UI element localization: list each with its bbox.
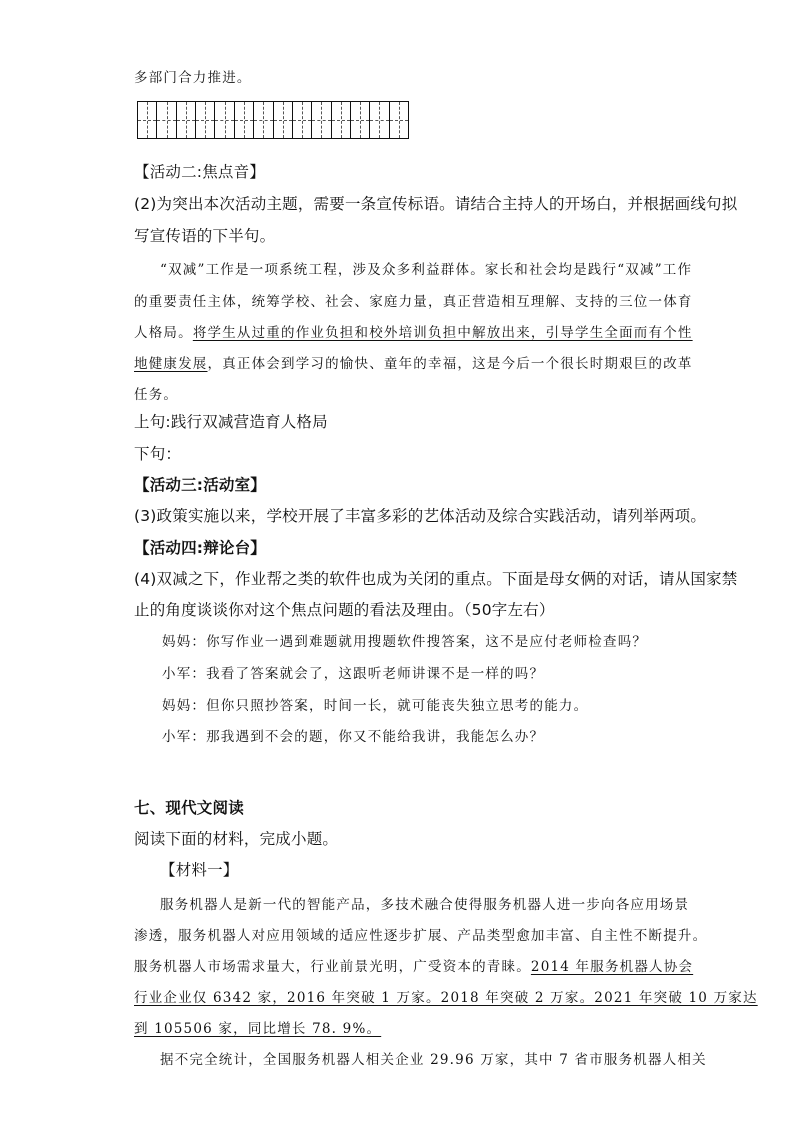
- grid-cell[interactable]: [274, 102, 293, 138]
- grid-cell[interactable]: [370, 102, 389, 138]
- material1-line2: 渗透，服务机器人对应用领域的适应性逐步扩展、产品类型愈加丰富、自主性不断提升。: [134, 928, 708, 944]
- section7-heading: 七、现代文阅读: [134, 799, 244, 817]
- section7-instruction: 阅读下面的材料，完成小题。: [134, 830, 339, 848]
- grid-cell[interactable]: [196, 102, 215, 138]
- passage-line2: 的重要责任主体，统筹学校、社会、家庭力量，真正营造相互理解、支持的三位一体育: [134, 294, 693, 310]
- underlined-stat: 2014 年服务机器人协会: [530, 959, 694, 975]
- material1-line3: [134, 955, 693, 975]
- dialog-line: 小军：那我遇到不会的题，你又不能给我讲，我能怎么办？: [162, 729, 545, 745]
- q4-line2: 止的角度谈谈你对这个焦点问题的看法及理由。（50字左右）: [134, 601, 555, 619]
- underlined-sentence-end: 地健康发展: [134, 356, 208, 372]
- previous-question-tail: 多部门合力推进。: [134, 70, 252, 86]
- activity3-heading: 【活动三:活动室】: [134, 476, 266, 494]
- activity2-heading: 【活动二:焦点音】: [134, 163, 266, 181]
- material1-line3-pre: 服务机器人市场需求量大，行业前景光明，广受资本的青睐。: [134, 959, 531, 975]
- passage-line5: 任务。: [134, 387, 179, 403]
- passage-line3: [134, 321, 693, 341]
- grid-cell[interactable]: [332, 102, 351, 138]
- grid-cell[interactable]: [235, 102, 254, 138]
- material1-heading: 【材料一】: [160, 861, 239, 879]
- material1-line1: 服务机器人是新一代的智能产品，多技术融合使得服务机器人进一步向各应用场景: [160, 897, 690, 913]
- upper-line: 上句:践行双减营造育人格局: [134, 413, 328, 431]
- material1-line5: 到 105506 家，同比增长 78. 9%。: [134, 1021, 382, 1037]
- dialog-line: 妈妈：但你只照抄答案，时间一长，就可能丧失独立思考的能力。: [162, 698, 589, 714]
- grid-cell[interactable]: [293, 102, 312, 138]
- grid-cell[interactable]: [312, 102, 331, 138]
- lower-line: 下句：: [134, 445, 182, 463]
- material1-p2-line1: 据不完全统计，全国服务机器人相关企业 29.96 万家，其中 7 省市服务机器人相关: [160, 1052, 707, 1068]
- answer-grid[interactable]: [137, 101, 409, 139]
- q3-line: (3)政策实施以来，学校开展了丰富多彩的艺体活动及综合实践活动，请列举两项。: [134, 507, 707, 525]
- grid-cell[interactable]: [390, 102, 408, 138]
- grid-cell[interactable]: [157, 102, 176, 138]
- material1-line4: 行业企业仅 6342 家，2016 年突破 1 万家。2018 年突破 2 万家。2021 年突破 10 万家达: [134, 990, 758, 1006]
- passage-line1: “双减”工作是一项系统工程，涉及众多利益群体。家长和社会均是践行“双减”工作: [160, 262, 693, 278]
- underlined-sentence: 将学生从过重的作业负担和校外培训负担中解放出来，引导学生全面而有个性: [192, 325, 693, 341]
- grid-cell[interactable]: [138, 102, 157, 138]
- passage-line4: [134, 352, 693, 372]
- q2-line2: 写宣传语的下半句。: [134, 227, 276, 245]
- q2-line1: (2)为突出本次活动主题，需要一条宣传标语。请结合主持人的开场白，并根据画线句拟: [134, 195, 738, 213]
- activity4-heading: 【活动四:辩论台】: [134, 539, 266, 557]
- grid-cell[interactable]: [215, 102, 234, 138]
- dialog-line: 妈妈：你写作业一遇到难题就用搜题软件搜答案，这不是应付老师检查吗？: [162, 634, 648, 650]
- dialog-line: 小军：我看了答案就会了，这跟听老师讲课不是一样的吗？: [162, 666, 545, 682]
- grid-cell[interactable]: [254, 102, 273, 138]
- passage-line4-post: ，真正体会到学习的愉快、童年的幸福，这是今后一个很长时期艰巨的改革: [207, 356, 693, 372]
- q4-line1: (4)双减之下，作业帮之类的软件也成为关闭的重点。下面是母女俩的对话，请从国家禁: [134, 570, 738, 588]
- passage-line3-pre: 人格局。: [134, 325, 193, 341]
- grid-cell[interactable]: [351, 102, 370, 138]
- grid-cell[interactable]: [177, 102, 196, 138]
